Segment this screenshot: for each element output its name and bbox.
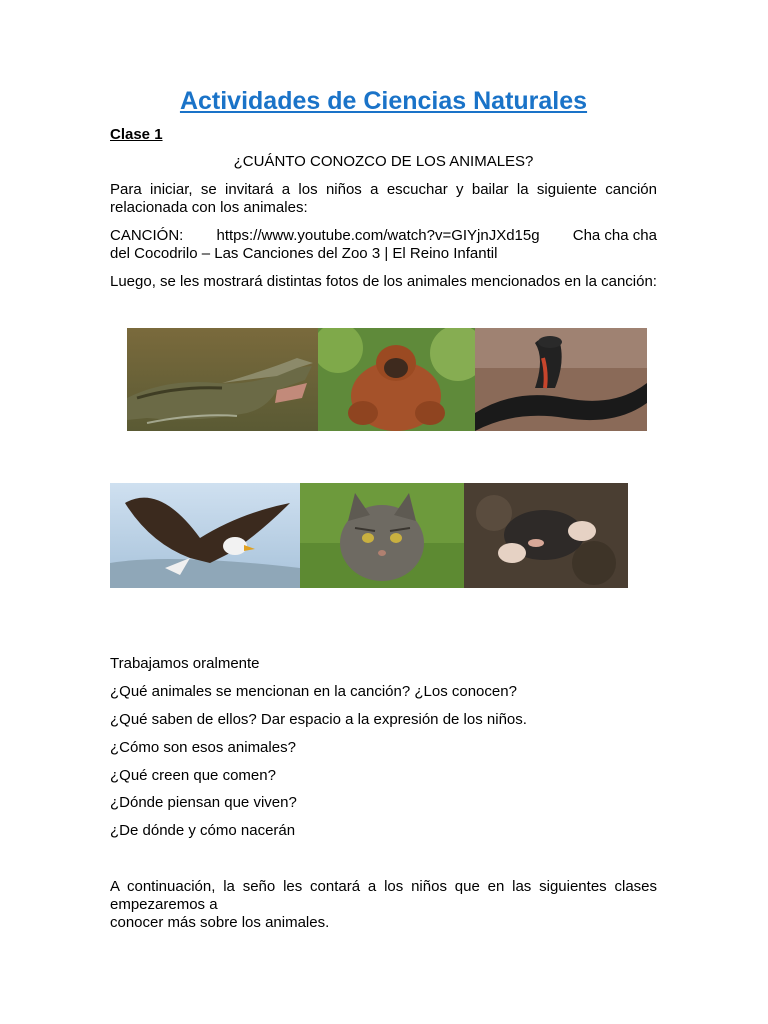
closing-line-1: A continuación, la seño les contará a los niños que en las siguientes clases empezaremos a <box>110 878 657 913</box>
animal-photos-row-1 <box>127 328 647 431</box>
section-subtitle: ¿CUÁNTO CONOZCO DE LOS ANIMALES? <box>233 153 534 170</box>
song-label: CANCIÓN: <box>110 227 184 244</box>
song-paragraph <box>110 227 657 263</box>
question-6: ¿De dónde y cómo nacerán <box>110 822 296 839</box>
snake-photo <box>475 328 647 431</box>
question-2: ¿Qué saben de ellos? Dar espacio a la expresión de los niños. <box>110 711 527 728</box>
photos-intro-paragraph: Luego, se les mostrará distintas fotos de los animales mencionados en la canción: <box>110 273 657 290</box>
cat-photo <box>300 483 464 588</box>
oral-heading: Trabajamos oralmente <box>110 655 260 672</box>
orangutan-photo <box>318 328 475 431</box>
song-title-rest: del Cocodrilo – Las Canciones del Zoo 3 | El Reino Infantil <box>110 245 498 262</box>
document-title: Actividades de Ciencias Naturales <box>179 87 588 115</box>
question-3: ¿Cómo son esos animales? <box>110 739 296 756</box>
crocodile-photo <box>127 328 318 431</box>
question-4: ¿Qué creen que comen? <box>110 767 276 784</box>
intro-paragraph: Para iniciar, se invitará a los niños a escuchar y bailar la siguiente canción relacionada con los animales: <box>110 181 657 216</box>
closing-line-2: conocer más sobre los animales. <box>110 914 330 931</box>
eagle-photo <box>110 483 300 588</box>
class-label: Clase 1 <box>110 126 163 143</box>
mole-photo <box>464 483 628 588</box>
closing-paragraph <box>110 878 657 932</box>
song-title-start: Cha cha cha <box>572 227 657 244</box>
animal-photos-row-2 <box>110 483 628 588</box>
question-1: ¿Qué animales se mencionan en la canción? ¿Los conocen? <box>110 683 517 700</box>
song-url[interactable]: https://www.youtube.com/watch?v=GIYjnJXd15g <box>216 227 540 244</box>
question-5: ¿Dónde piensan que viven? <box>110 794 297 811</box>
